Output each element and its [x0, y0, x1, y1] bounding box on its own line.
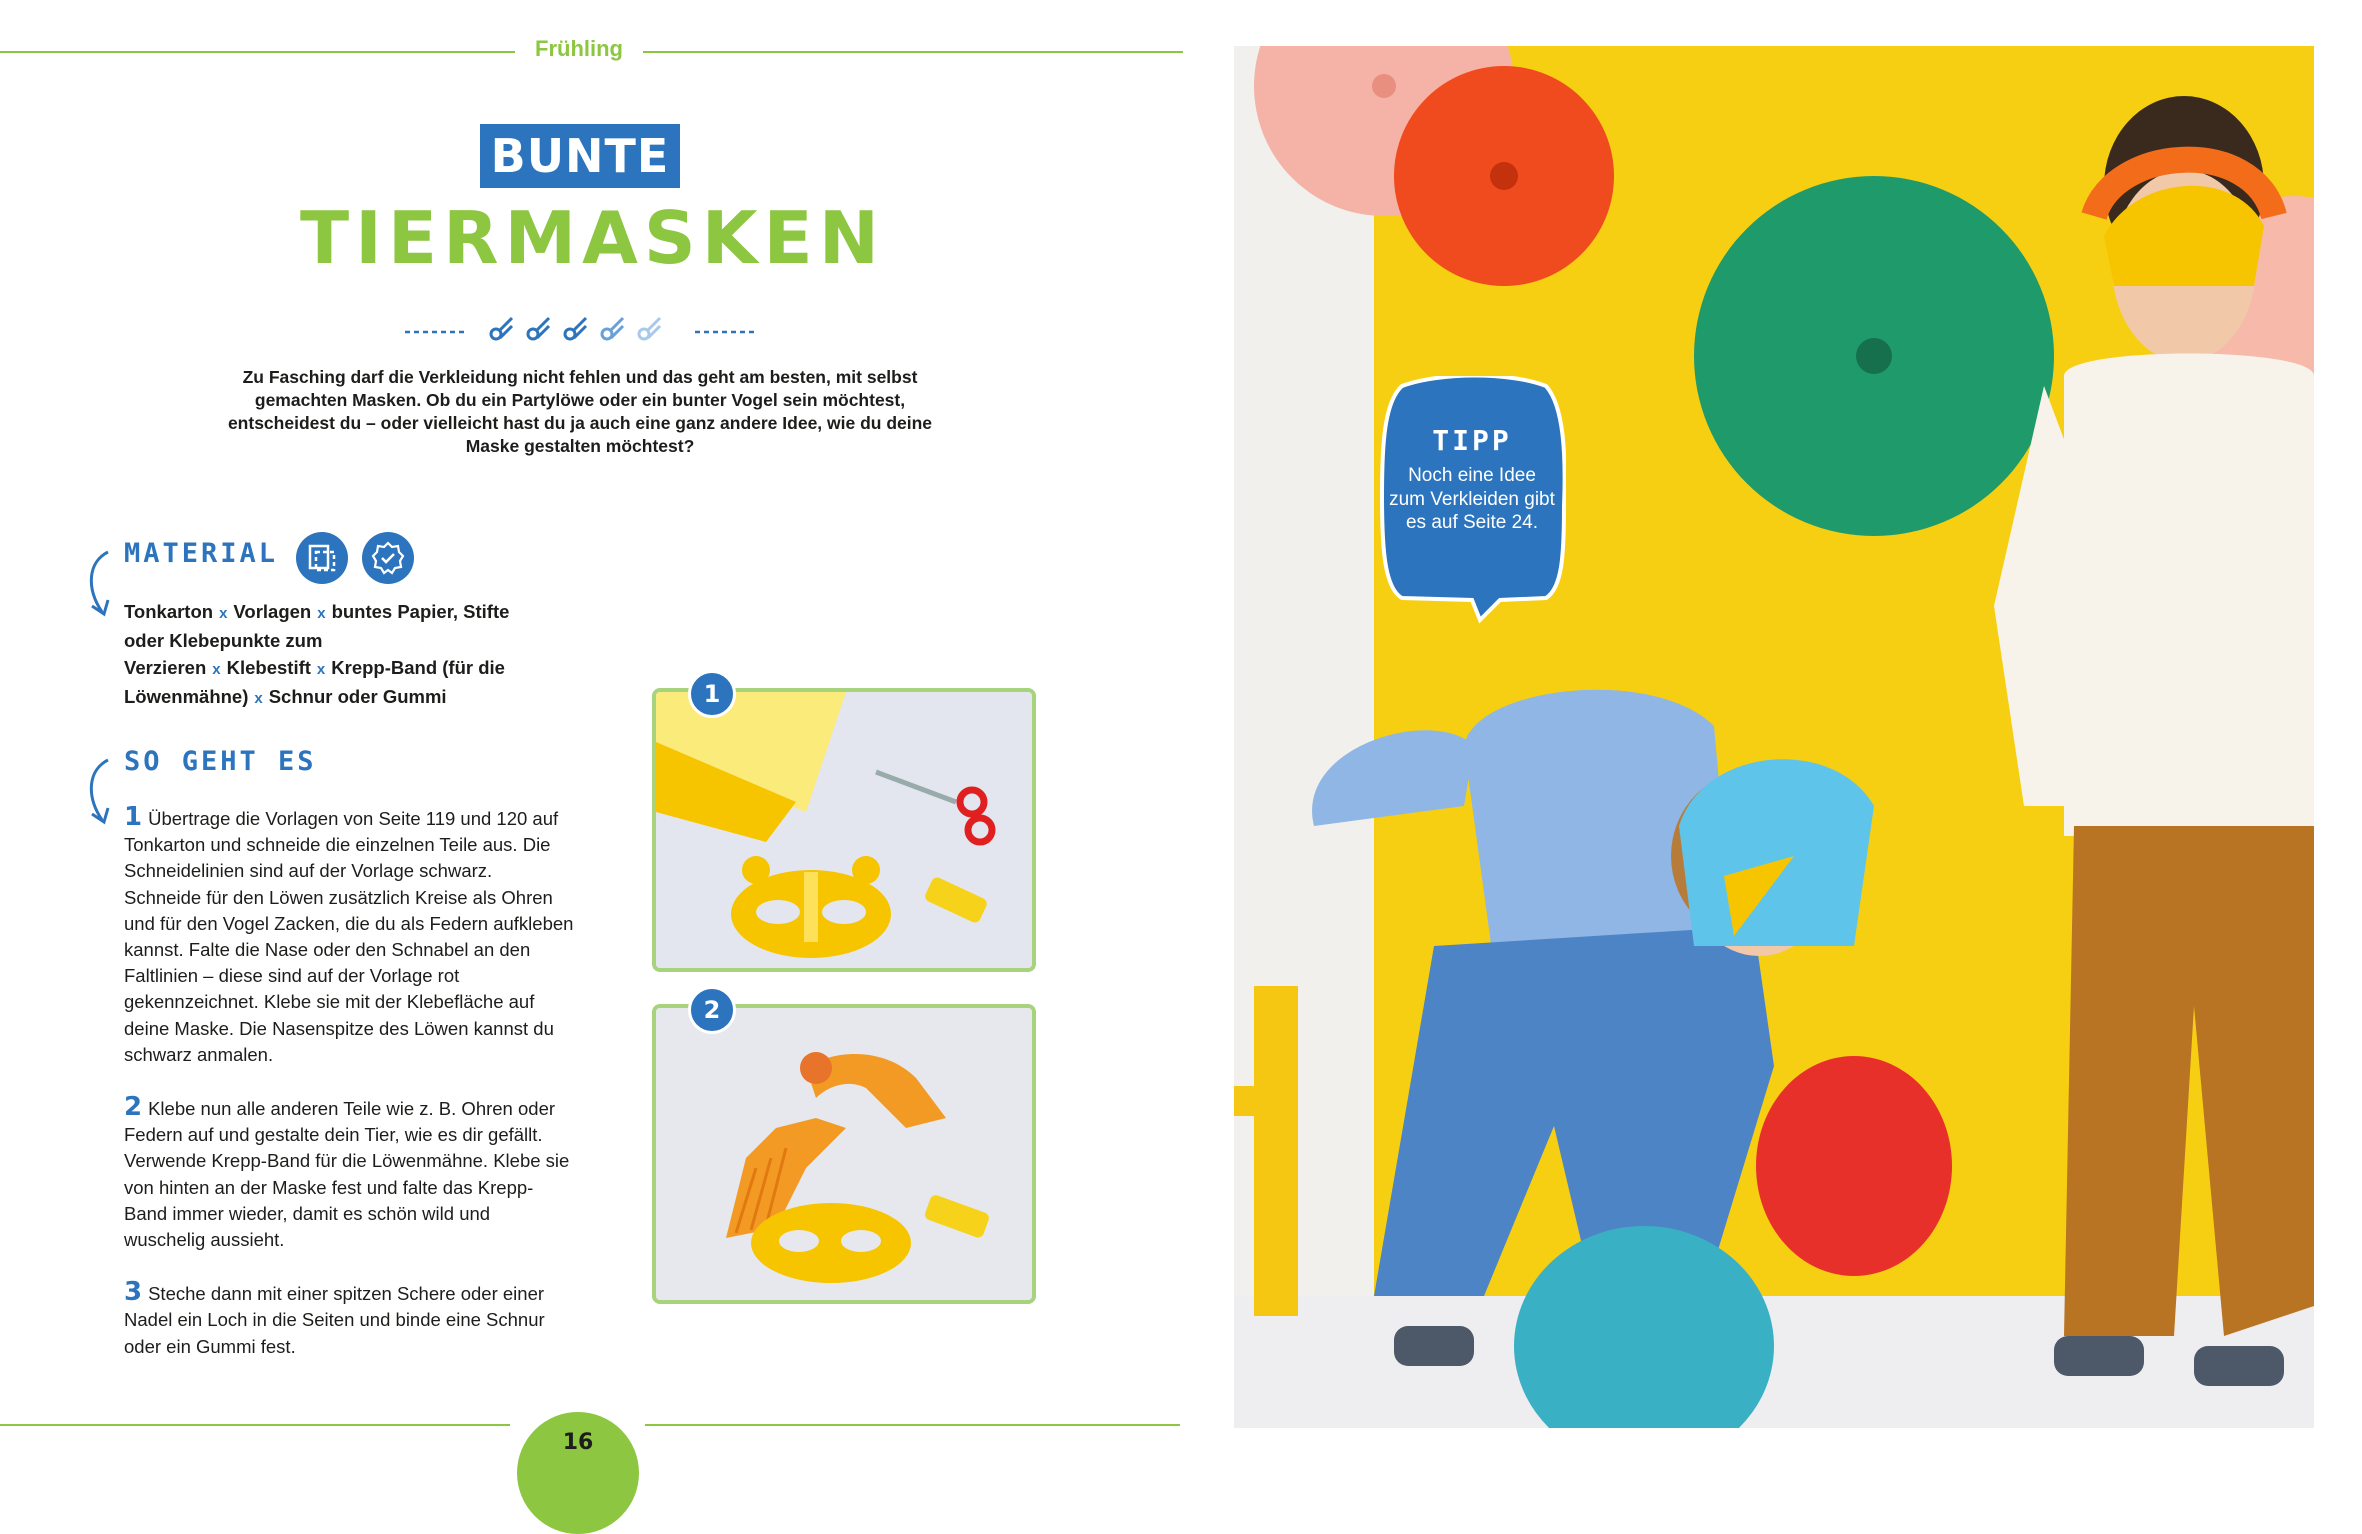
- paper-fan-red: [1394, 66, 1614, 286]
- header-rule-right: [643, 51, 1183, 53]
- material-item: Krepp-Band (für die Löwenmähne): [124, 657, 505, 707]
- scissors-ornament: [400, 312, 760, 348]
- kids-photo: [1234, 46, 2314, 1428]
- separator-icon: x: [212, 661, 221, 678]
- steps-list: [124, 804, 574, 1386]
- step-2: [124, 1094, 574, 1253]
- separator-icon: x: [254, 690, 263, 707]
- paper-fan-green: [1694, 176, 2054, 536]
- step-text: Übertrage die Vorlagen von Seite 119 und 120 auf Tonkarton und schneide die einzelnen Teile aus. Die Schneidelinien sind auf der Vorlage schwarz. Schneide für den Löwen zusätzlich Kreise als Ohren und für den Vogel Zacken, die du als Federn aufkleben kannst. Falte die Nase oder den Schnabel an den Faltlinien – diese sind auf der Vorlage rot gekennzeichnet. Klebe sie mit der Klebefläche auf deine Maske. Die Nasenspitze des Löwen kannst du schwarz anmalen.: [124, 808, 574, 1065]
- scissors-icon: [639, 318, 660, 339]
- title-line-1: BUNTE: [480, 124, 680, 188]
- separator-icon: x: [219, 605, 228, 622]
- howto-heading: SO GEHT ES: [124, 746, 317, 777]
- material-item: Tonkarton: [124, 601, 214, 622]
- tip-text: Noch eine Idee zum Verkleiden gibt es auf Seite 24.: [1389, 465, 1555, 533]
- footer-rule-right: [645, 1424, 1180, 1426]
- step-number: 1: [124, 802, 143, 832]
- curved-arrow-icon: [78, 756, 118, 828]
- badge-check-icon: [362, 532, 414, 584]
- curved-arrow-icon: [78, 548, 118, 620]
- section-label: Frühling: [535, 36, 623, 61]
- separator-icon: x: [317, 605, 326, 622]
- scissors-icon: [491, 318, 512, 339]
- mask-shape: [731, 856, 891, 958]
- page-number: 16: [562, 1430, 594, 1455]
- step-photo-2: [652, 1004, 1036, 1304]
- photo-badge-1: 1: [688, 670, 736, 718]
- material-list: [124, 598, 554, 712]
- material-item: Schnur oder Gummi: [268, 686, 447, 707]
- step-number: 3: [124, 1277, 143, 1308]
- footer-rule-left: [0, 1424, 510, 1426]
- scissors-icon: [602, 318, 623, 339]
- mask-shape: [751, 1203, 911, 1283]
- separator-icon: x: [316, 661, 326, 678]
- tip-title: TIPP: [1432, 424, 1512, 457]
- step-3: [124, 1279, 574, 1360]
- intro-text: Zu Fasching darf die Verkleidung nicht fehlen und das geht am besten, mit selbst gemachten Masken. Ob du ein Partylöwe oder ein bunter Vogel sein möchtest, entscheidest du – oder vielleicht hast du ja auch eine ganz andere Idee, wie du deine Maske gestalten möchtest?: [227, 367, 933, 456]
- header-rule-left: [0, 51, 515, 53]
- scissors-icon: [528, 318, 549, 339]
- material-heading: MATERIAL: [124, 538, 279, 569]
- balloon-red: [1756, 1056, 1952, 1276]
- photo-badge-2: 2: [688, 986, 736, 1034]
- scissors-icon: [565, 318, 586, 339]
- template-icon: [296, 532, 348, 584]
- step-photo-1: [652, 688, 1036, 972]
- step-1: [124, 804, 574, 1068]
- step-number: 2: [124, 1092, 143, 1123]
- material-item: buntes Papier, Stifte oder Klebepunkte zum Verzieren: [124, 601, 510, 678]
- material-item: Klebestift: [226, 657, 311, 678]
- title-line-2: TIERMASKEN: [300, 196, 885, 280]
- material-item: Vorlagen: [233, 601, 312, 622]
- step-text: Klebe nun alle anderen Teile wie z. B. Ohren oder Federn auf und gestalte dein Tier, wie es dir gefällt. Verwende Krepp-Band für die Löwenmähne. Klebe sie von hinten an der Maske fest und falte das Krepp-Band immer wieder, damit es schön wild und wuschelig aussieht.: [124, 1098, 570, 1251]
- step-text: Steche dann mit einer spitzen Schere oder einer Nadel ein Loch in die Seiten und binde eine Schnur oder ein Gummi fest.: [124, 1283, 545, 1357]
